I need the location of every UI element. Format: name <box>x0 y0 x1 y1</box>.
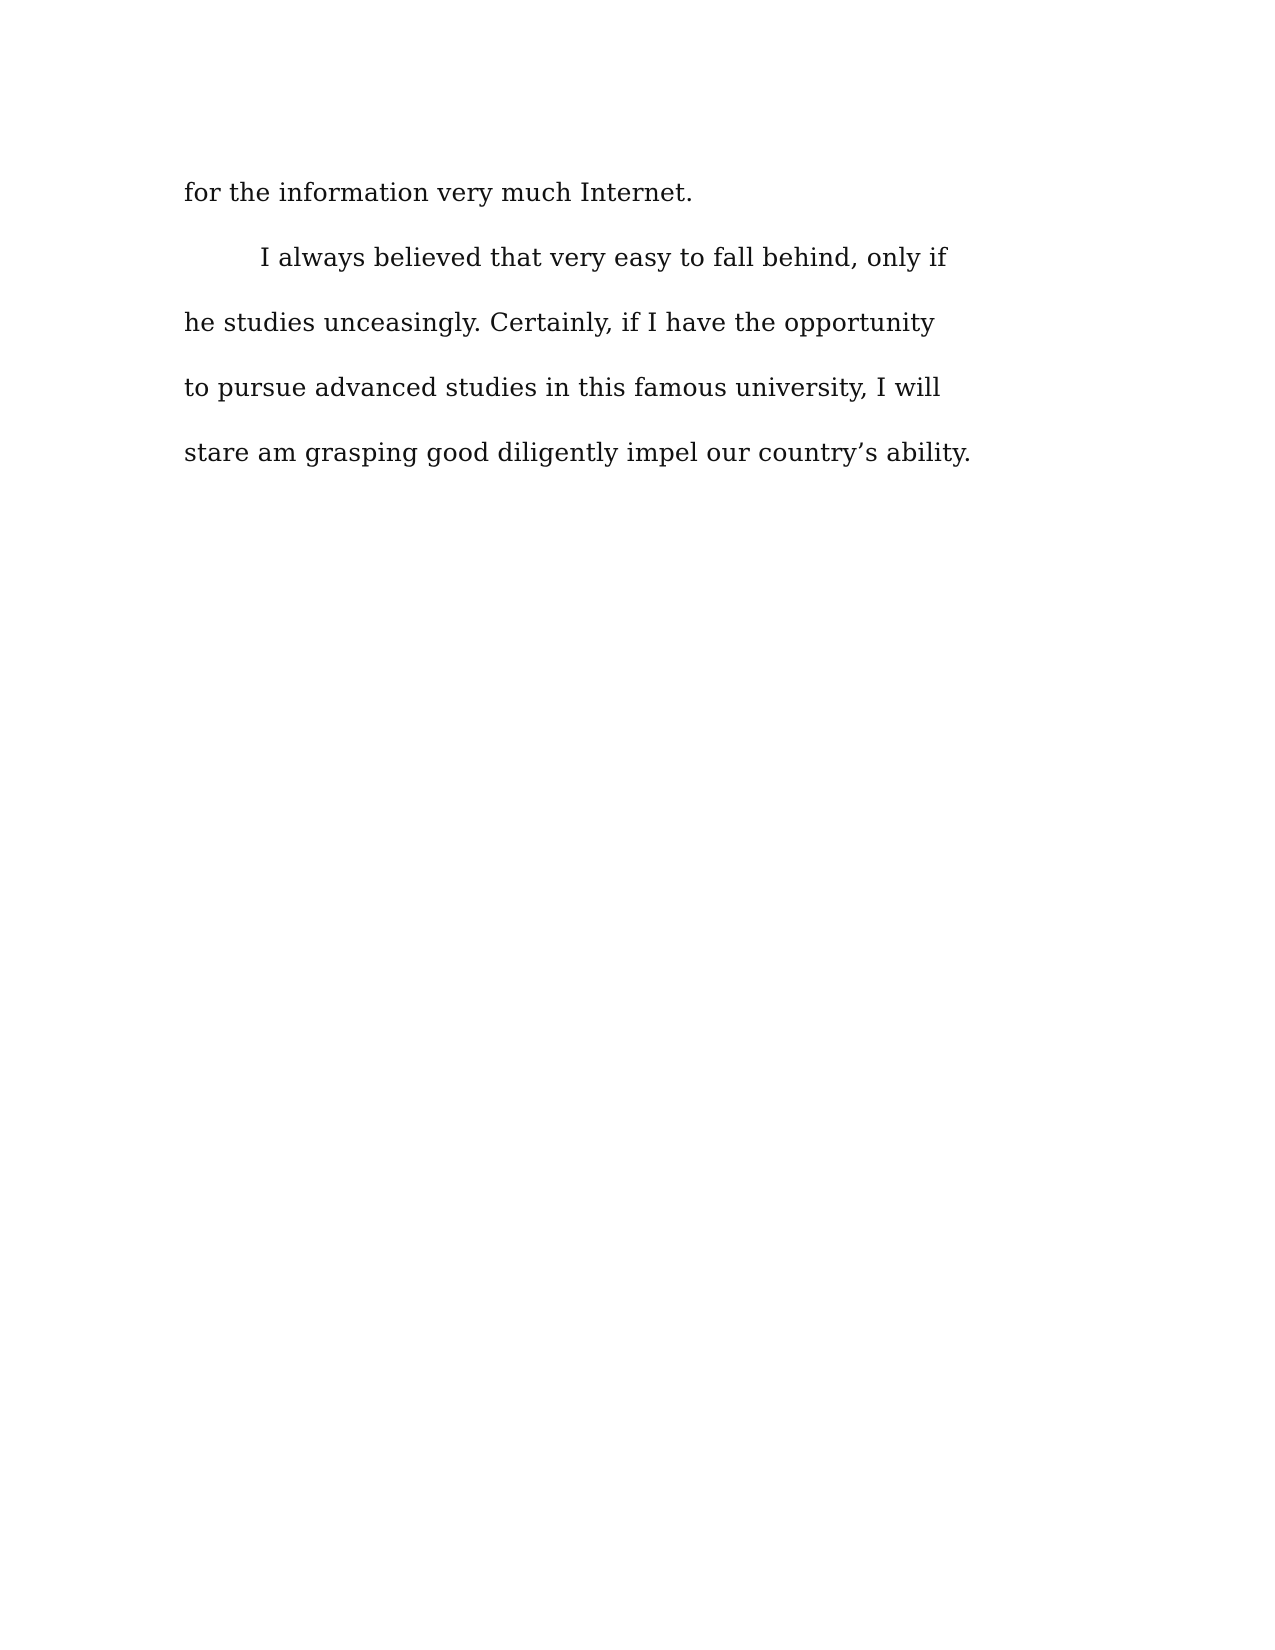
text-line-4: to pursue advanced studies in this famous university, I will <box>184 373 941 402</box>
text-line-3: he studies unceasingly. Certainly, if I have the opportunity <box>184 308 935 337</box>
text-line-2: I always believed that very easy to fall behind, only if <box>260 243 947 272</box>
text-line-5: stare am grasping good diligently impel our country’s ability. <box>184 438 972 467</box>
document-body <box>184 160 1084 485</box>
text-line-1: for the information very much Internet. <box>184 178 694 207</box>
